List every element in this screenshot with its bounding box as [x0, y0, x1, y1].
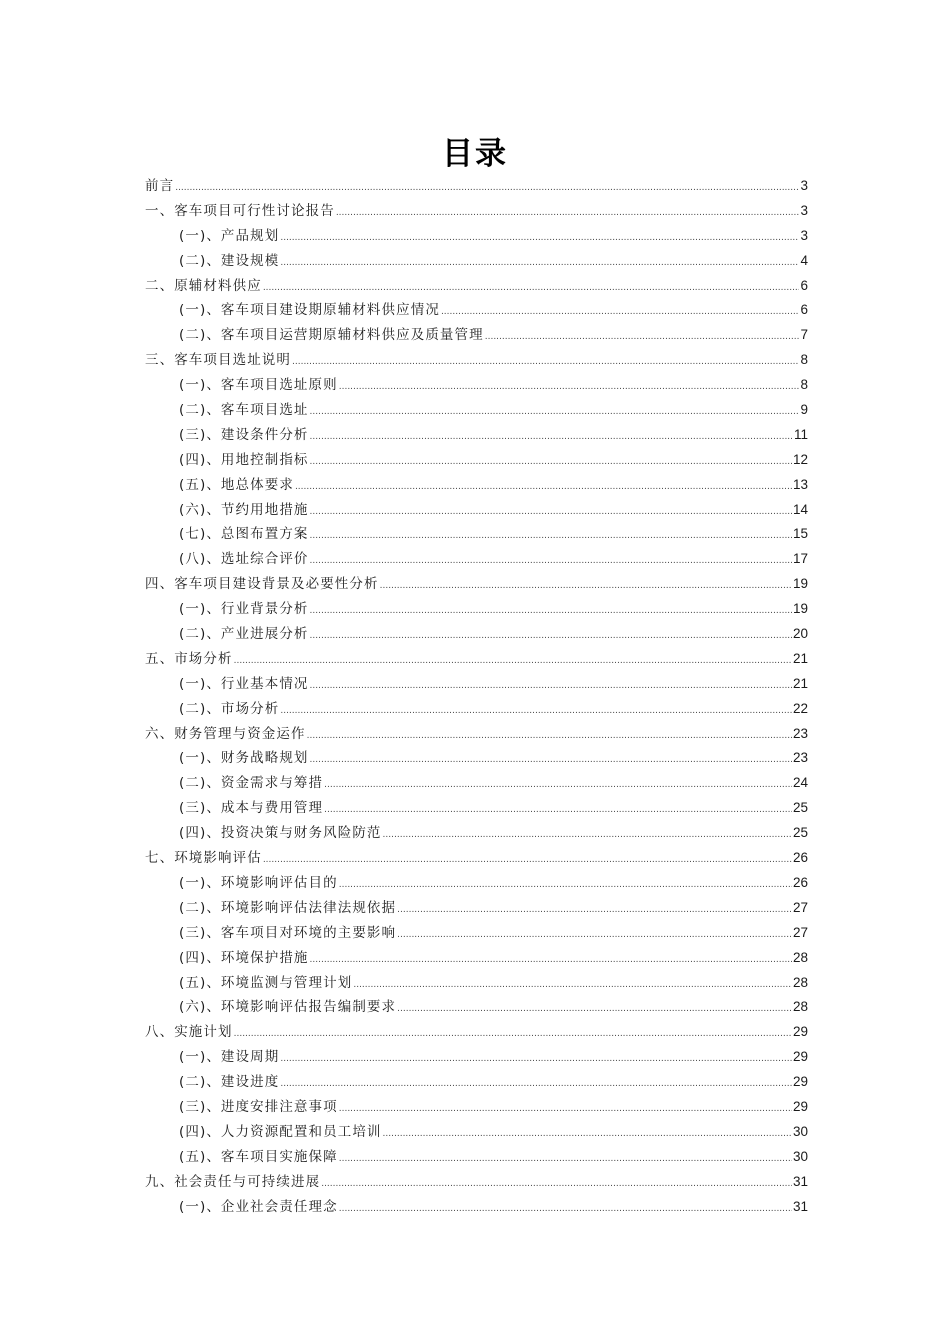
- toc-entry-title: (六)、节约用地措施: [179, 501, 309, 518]
- toc-dot-leader: [292, 350, 799, 375]
- toc-entry-title: (二)、建设进度: [179, 1074, 280, 1091]
- toc-dot-leader: [441, 300, 800, 325]
- toc-section-entry[interactable]: [145, 821, 808, 846]
- toc-page-number: 17: [792, 551, 808, 567]
- toc-section-entry[interactable]: [145, 796, 808, 821]
- toc-section-entry[interactable]: [145, 697, 808, 722]
- toc-dot-leader: [280, 1047, 792, 1072]
- toc-dot-leader: [263, 848, 792, 873]
- toc-page-number: 3: [800, 202, 808, 218]
- toc-section-entry[interactable]: [145, 473, 808, 498]
- toc-page-number: 29: [792, 1024, 808, 1040]
- toc-section-entry[interactable]: [145, 1095, 808, 1120]
- toc-page-number: 26: [792, 850, 808, 866]
- toc-entry-title: (三)、成本与费用管理: [179, 800, 324, 817]
- toc-entry-title: (四)、用地控制指标: [179, 451, 309, 468]
- toc-entry-title: (三)、建设条件分析: [179, 426, 309, 443]
- toc-page-number: 28: [792, 974, 808, 990]
- toc-chapter-entry[interactable]: [145, 348, 808, 373]
- toc-dot-leader: [310, 450, 792, 475]
- toc-section-entry[interactable]: [145, 547, 808, 572]
- toc-entry-title: (一)、建设周期: [179, 1049, 280, 1066]
- toc-entry-title: (五)、环境监测与管理计划: [179, 974, 353, 991]
- toc-page-number: 30: [792, 1123, 808, 1139]
- toc-page-number: 23: [792, 725, 808, 741]
- toc-section-entry[interactable]: [145, 323, 808, 348]
- toc-dot-leader: [380, 574, 792, 599]
- toc-dot-leader: [339, 375, 800, 400]
- toc-dot-leader: [234, 1022, 792, 1047]
- toc-page-number: 27: [792, 924, 808, 940]
- toc-chapter-entry[interactable]: [145, 1170, 808, 1195]
- toc-entry-title: 三、客车项目选址说明: [145, 352, 291, 369]
- toc-section-entry[interactable]: [145, 448, 808, 473]
- toc-dot-leader: [353, 973, 792, 998]
- toc-page-number: 8: [800, 377, 808, 393]
- toc-page-number: 3: [800, 227, 808, 243]
- toc-entry-title: (八)、选址综合评价: [179, 551, 309, 568]
- toc-dot-leader: [336, 201, 800, 226]
- toc-section-entry[interactable]: [145, 522, 808, 547]
- toc-section-entry[interactable]: [145, 224, 808, 249]
- toc-chapter-entry[interactable]: [145, 174, 808, 199]
- toc-entry-title: (二)、环境影响评估法律法规依据: [179, 899, 397, 916]
- toc-page-number: 28: [792, 999, 808, 1015]
- toc-entry-title: 七、环境影响评估: [145, 850, 262, 867]
- toc-section-entry[interactable]: [145, 622, 808, 647]
- toc-page-number: 24: [792, 775, 808, 791]
- toc-chapter-entry[interactable]: [145, 647, 808, 672]
- toc-chapter-entry[interactable]: [145, 274, 808, 299]
- toc-dot-leader: [310, 549, 792, 574]
- toc-page-number: 19: [792, 601, 808, 617]
- toc-section-entry[interactable]: [145, 995, 808, 1020]
- toc-dot-leader: [397, 923, 792, 948]
- toc-entry-title: (六)、环境影响评估报告编制要求: [179, 999, 397, 1016]
- toc-dot-leader: [280, 226, 799, 251]
- toc-entry-title: (五)、客车项目实施保障: [179, 1148, 338, 1165]
- toc-entry-title: (五)、地总体要求: [179, 476, 294, 493]
- toc-entry-title: (四)、人力资源配置和员工培训: [179, 1123, 382, 1140]
- toc-section-entry[interactable]: [145, 597, 808, 622]
- toc-dot-leader: [310, 624, 792, 649]
- toc-entry-title: 六、财务管理与资金运作: [145, 725, 306, 742]
- toc-entry-title: (二)、客车项目运营期原辅材料供应及质量管理: [179, 327, 484, 344]
- toc-section-entry[interactable]: [145, 746, 808, 771]
- toc-dot-leader: [324, 773, 792, 798]
- toc-dot-leader: [310, 400, 800, 425]
- toc-page-number: 27: [792, 899, 808, 915]
- toc-page-number: 29: [792, 1098, 808, 1114]
- toc-entry-title: 四、客车项目建设背景及必要性分析: [145, 576, 379, 593]
- toc-entry-title: (一)、行业基本情况: [179, 675, 309, 692]
- toc-dot-leader: [485, 325, 800, 350]
- toc-dot-leader: [324, 798, 792, 823]
- toc-section-entry[interactable]: [145, 298, 808, 323]
- toc-entry-title: (二)、客车项目选址: [179, 402, 309, 419]
- toc-section-entry[interactable]: [145, 971, 808, 996]
- toc-page-number: 6: [800, 302, 808, 318]
- toc-entry-title: (一)、行业背景分析: [179, 601, 309, 618]
- toc-dot-leader: [280, 1072, 792, 1097]
- toc-entry-title: (四)、投资决策与财务风险防范: [179, 825, 382, 842]
- toc-section-entry[interactable]: [145, 1145, 808, 1170]
- toc-section-entry[interactable]: [145, 946, 808, 971]
- toc-dot-leader: [280, 251, 799, 276]
- toc-page-number: 4: [800, 252, 808, 268]
- toc-page-number: 15: [792, 526, 808, 542]
- toc-entry-title: (二)、产业进展分析: [179, 626, 309, 643]
- toc-dot-leader: [175, 176, 799, 201]
- toc-section-entry[interactable]: [145, 1195, 808, 1220]
- toc-section-entry[interactable]: [145, 1120, 808, 1145]
- toc-page-number: 12: [792, 451, 808, 467]
- toc-dot-leader: [295, 475, 792, 500]
- toc-page-number: 3: [800, 178, 808, 193]
- toc-dot-leader: [234, 649, 792, 674]
- toc-entry-title: (一)、客车项目选址原则: [179, 377, 338, 394]
- toc-page-number: 23: [792, 750, 808, 766]
- toc-entry-title: (三)、客车项目对环境的主要影响: [179, 924, 397, 941]
- toc-page-number: 14: [792, 501, 808, 517]
- toc-page-number: 25: [792, 825, 808, 841]
- toc-entry-title: (七)、总图布置方案: [179, 526, 309, 543]
- toc-page-number: 25: [792, 800, 808, 816]
- toc-page-number: 28: [792, 949, 808, 965]
- toc-page-number: 7: [800, 327, 808, 343]
- toc-dot-leader: [263, 276, 800, 301]
- toc-dot-leader: [321, 1172, 792, 1197]
- toc-dot-leader: [310, 748, 792, 773]
- toc-page-number: 29: [792, 1074, 808, 1090]
- toc-page-number: 8: [800, 352, 808, 368]
- toc-entry-title: 九、社会责任与可持续进展: [145, 1173, 321, 1190]
- toc-dot-leader: [310, 599, 792, 624]
- toc-entry-title: 一、客车项目可行性讨论报告: [145, 202, 335, 219]
- toc-page-number: 26: [792, 874, 808, 890]
- toc-dot-leader: [310, 674, 792, 699]
- toc-chapter-entry[interactable]: [145, 199, 808, 224]
- toc-entry-title: (一)、财务战略规划: [179, 750, 309, 767]
- toc-entry-title: (三)、进度安排注意事项: [179, 1098, 338, 1115]
- toc-page-number: 21: [792, 675, 808, 691]
- toc-dot-leader: [310, 948, 792, 973]
- toc-entry-title: 二、原辅材料供应: [145, 277, 262, 294]
- toc-chapter-entry[interactable]: [145, 1020, 808, 1045]
- toc-entry-title: (二)、建设规模: [179, 252, 280, 269]
- toc-page-number: 9: [800, 402, 808, 418]
- toc-chapter-entry[interactable]: [145, 572, 808, 597]
- toc-dot-leader: [383, 823, 792, 848]
- toc-entry-title: 前言: [145, 178, 175, 194]
- toc-dot-leader: [339, 1147, 792, 1172]
- toc-page-number: 29: [792, 1049, 808, 1065]
- toc-page-number: 21: [792, 650, 808, 666]
- toc-section-entry[interactable]: [145, 373, 808, 398]
- toc-dot-leader: [397, 997, 792, 1022]
- toc-entry-title: (二)、资金需求与筹措: [179, 775, 324, 792]
- toc-dot-leader: [310, 425, 793, 450]
- toc-entry-title: (一)、企业社会责任理念: [179, 1198, 338, 1215]
- table-of-contents: [145, 174, 808, 1219]
- toc-dot-leader: [310, 500, 792, 525]
- toc-entry-title: 五、市场分析: [145, 650, 233, 667]
- toc-section-entry[interactable]: [145, 896, 808, 921]
- toc-entry-title: 八、实施计划: [145, 1024, 233, 1041]
- toc-dot-leader: [339, 873, 792, 898]
- toc-dot-leader: [307, 724, 792, 749]
- toc-chapter-entry[interactable]: [145, 846, 808, 871]
- toc-section-entry[interactable]: [145, 1070, 808, 1095]
- toc-page-number: 6: [800, 277, 808, 293]
- toc-entry-title: (二)、市场分析: [179, 700, 280, 717]
- toc-dot-leader: [339, 1197, 792, 1222]
- toc-page-number: 19: [792, 576, 808, 592]
- toc-dot-leader: [280, 699, 792, 724]
- toc-dot-leader: [310, 524, 792, 549]
- toc-dot-leader: [339, 1097, 792, 1122]
- toc-page-number: 11: [793, 426, 808, 442]
- toc-section-entry[interactable]: [145, 1045, 808, 1070]
- toc-page-number: 13: [792, 476, 808, 492]
- toc-entry-title: (一)、环境影响评估目的: [179, 874, 338, 891]
- toc-page-number: 31: [792, 1173, 808, 1189]
- toc-section-entry[interactable]: [145, 498, 808, 523]
- toc-dot-leader: [383, 1122, 792, 1147]
- toc-section-entry[interactable]: [145, 398, 808, 423]
- toc-entry-title: (一)、客车项目建设期原辅材料供应情况: [179, 302, 440, 319]
- toc-page-number: 30: [792, 1148, 808, 1164]
- toc-chapter-entry[interactable]: [145, 722, 808, 747]
- toc-entry-title: (一)、产品规划: [179, 227, 280, 244]
- page-title: 目录: [442, 136, 508, 172]
- toc-section-entry[interactable]: [145, 771, 808, 796]
- toc-entry-title: (四)、环境保护措施: [179, 949, 309, 966]
- toc-section-entry[interactable]: [145, 672, 808, 697]
- toc-page-number: 31: [792, 1198, 808, 1214]
- toc-section-entry[interactable]: [145, 423, 808, 448]
- toc-page-number: 22: [792, 700, 808, 716]
- toc-section-entry[interactable]: [145, 921, 808, 946]
- toc-section-entry[interactable]: [145, 249, 808, 274]
- toc-section-entry[interactable]: [145, 871, 808, 896]
- toc-page-number: 20: [792, 626, 808, 642]
- toc-dot-leader: [397, 898, 792, 923]
